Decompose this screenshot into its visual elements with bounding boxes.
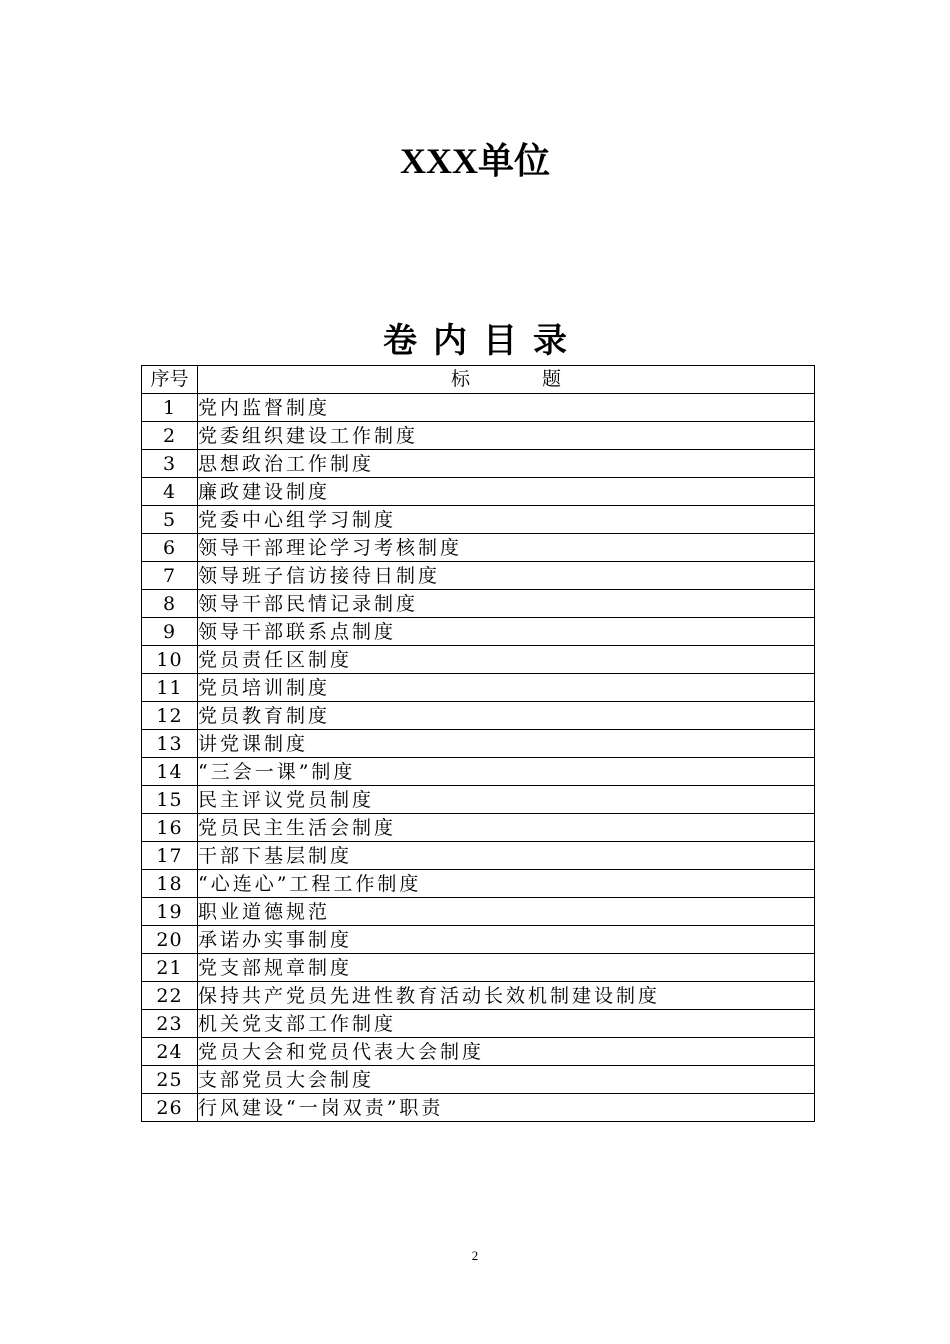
table-row	[142, 982, 815, 1010]
toc-heading: 卷内目录	[383, 321, 583, 361]
toc-body	[142, 394, 815, 1122]
row-title: 党员民主生活会制度	[198, 814, 815, 842]
row-serial-number: 5	[142, 506, 198, 534]
row-serial-number: 18	[142, 870, 198, 898]
row-serial-number: 25	[142, 1066, 198, 1094]
table-row	[142, 730, 815, 758]
row-serial-number: 22	[142, 982, 198, 1010]
row-title: 领导干部民情记录制度	[198, 590, 815, 618]
table-row	[142, 450, 815, 478]
row-title: 思想政治工作制度	[198, 450, 815, 478]
row-serial-number: 7	[142, 562, 198, 590]
row-serial-number: 23	[142, 1010, 198, 1038]
table-row	[142, 394, 815, 422]
row-serial-number: 1	[142, 394, 198, 422]
row-serial-number: 17	[142, 842, 198, 870]
toc-table	[141, 365, 815, 1122]
row-serial-number: 3	[142, 450, 198, 478]
row-title: 机关党支部工作制度	[198, 1010, 815, 1038]
table-row	[142, 870, 815, 898]
row-title: 领导干部理论学习考核制度	[198, 534, 815, 562]
row-title: 廉政建设制度	[198, 478, 815, 506]
row-title: 领导班子信访接待日制度	[198, 562, 815, 590]
header-title: 标题	[198, 366, 815, 394]
row-title: 讲党课制度	[198, 730, 815, 758]
table-row	[142, 674, 815, 702]
row-serial-number: 6	[142, 534, 198, 562]
row-title: 党员培训制度	[198, 674, 815, 702]
row-serial-number: 8	[142, 590, 198, 618]
table-row	[142, 842, 815, 870]
row-title: 党员大会和党员代表大会制度	[198, 1038, 815, 1066]
table-row	[142, 1094, 815, 1122]
table-row	[142, 898, 815, 926]
row-title: 党委中心组学习制度	[198, 506, 815, 534]
row-title: “心连心”工程工作制度	[198, 870, 815, 898]
row-title: 党员责任区制度	[198, 646, 815, 674]
row-title: 职业道德规范	[198, 898, 815, 926]
table-row	[142, 954, 815, 982]
table-row	[142, 646, 815, 674]
row-serial-number: 16	[142, 814, 198, 842]
table-row	[142, 926, 815, 954]
row-serial-number: 26	[142, 1094, 198, 1122]
toc-header-row	[142, 366, 815, 394]
table-row	[142, 618, 815, 646]
row-title: 党内监督制度	[198, 394, 815, 422]
row-serial-number: 15	[142, 786, 198, 814]
header-serial-number: 序号	[142, 366, 198, 394]
row-serial-number: 20	[142, 926, 198, 954]
table-row	[142, 590, 815, 618]
row-serial-number: 9	[142, 618, 198, 646]
row-serial-number: 21	[142, 954, 198, 982]
row-title: 行风建设“一岗双责”职责	[198, 1094, 815, 1122]
row-title: 保持共产党员先进性教育活动长效机制建设制度	[198, 982, 815, 1010]
row-title: 党员教育制度	[198, 702, 815, 730]
table-row	[142, 814, 815, 842]
row-title: “三会一课”制度	[198, 758, 815, 786]
organization-title: XXX单位	[400, 141, 550, 181]
table-row	[142, 422, 815, 450]
table-row	[142, 786, 815, 814]
row-serial-number: 11	[142, 674, 198, 702]
row-title: 支部党员大会制度	[198, 1066, 815, 1094]
row-title: 领导干部联系点制度	[198, 618, 815, 646]
row-serial-number: 2	[142, 422, 198, 450]
row-title: 干部下基层制度	[198, 842, 815, 870]
table-row	[142, 1010, 815, 1038]
row-title: 党支部规章制度	[198, 954, 815, 982]
row-serial-number: 12	[142, 702, 198, 730]
table-row	[142, 478, 815, 506]
table-row	[142, 534, 815, 562]
table-row	[142, 1038, 815, 1066]
row-serial-number: 4	[142, 478, 198, 506]
row-serial-number: 19	[142, 898, 198, 926]
table-row	[142, 506, 815, 534]
table-row	[142, 702, 815, 730]
row-title: 民主评议党员制度	[198, 786, 815, 814]
row-serial-number: 24	[142, 1038, 198, 1066]
row-serial-number: 10	[142, 646, 198, 674]
table-row	[142, 758, 815, 786]
row-serial-number: 14	[142, 758, 198, 786]
row-title: 党委组织建设工作制度	[198, 422, 815, 450]
table-row	[142, 562, 815, 590]
table-row	[142, 1066, 815, 1094]
row-title: 承诺办实事制度	[198, 926, 815, 954]
row-serial-number: 13	[142, 730, 198, 758]
page-number: 2	[471, 1248, 479, 1263]
